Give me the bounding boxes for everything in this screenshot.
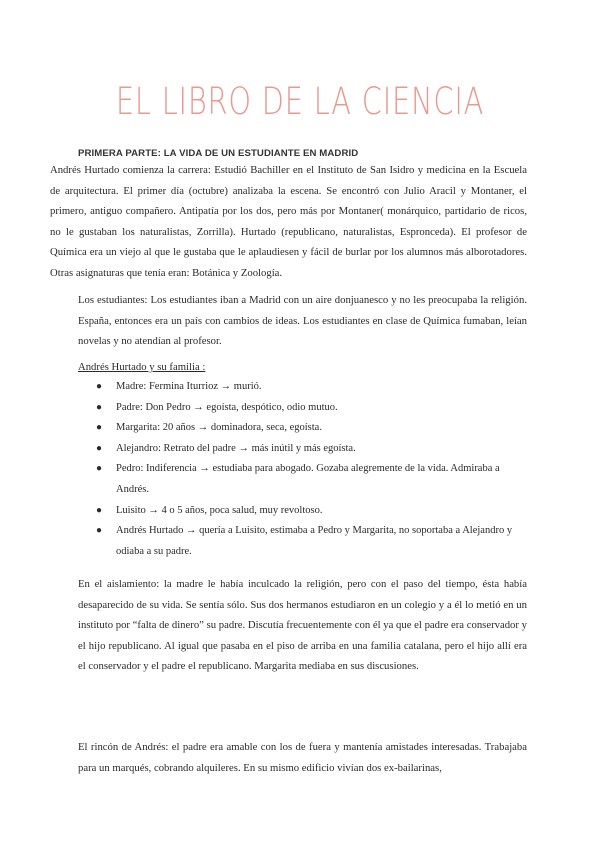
list-item-text: Madre: Fermina Iturrioz → murió.	[116, 381, 262, 392]
list-item	[96, 521, 527, 562]
list-item	[96, 501, 527, 522]
list-item	[96, 439, 527, 460]
bullet-icon: ●	[96, 401, 103, 413]
bullet-icon: ●	[96, 442, 103, 454]
paragraph-aislamiento: En el aislamiento: la madre le había inculcado la religión, pero con el paso del tiempo, ésta había desaparecido de su vida. Se sentía sólo. Sus dos hermanos estudiaron en un colegio y a él lo metió en un instituto por “falta de dinero” su padre. Discutía frecuentemente con él ya que el padre era conservador y el hijo republicano. Al igual que pasaba en el piso de arriba en una familia catalana, pero el hijo allí era el conservador y el padre el republicano. Margarita mediaba en sus discusiones.	[78, 578, 527, 673]
bullet-icon: ●	[96, 463, 103, 475]
list-item	[96, 459, 527, 500]
bullet-icon: ●	[96, 504, 103, 516]
family-list	[96, 377, 527, 562]
list-item-text: Luisito → 4 o 5 años, poca salud, muy revoltoso.	[116, 504, 323, 516]
bullet-icon: ●	[96, 422, 103, 434]
document-title: EL LIBRO DE LA CIENCIA	[115, 80, 485, 123]
list-item-text: Andrés Hurtado → quería a Luisito, estimaba a Pedro y Margarita, no soportaba a Alejandro y odiaba a su padre.	[116, 525, 513, 557]
paragraph-estudiantes: Los estudiantes: Los estudiantes iban a Madrid con un aire donjuanesco y no les preocupaba la religión. España, entonces era un país con cambios de ideas. Los estudiantes en clase de Química fumaban, leían novelas y no atendían al profesor.	[78, 294, 527, 348]
list-item	[96, 418, 527, 439]
section-heading: PRIMERA PARTE: LA VIDA DE UN ESTUDIANTE EN MADRID	[78, 148, 359, 159]
list-item-text: Margarita: 20 años → dominadora, seca, egoísta.	[116, 422, 322, 434]
paragraph-rincon: El rincón de Andrés: el padre era amable con los de fuera y mantenía amistades interesadas. Trabajaba para un marqués, cobrando alquileres. En su mismo edificio vivían dos ex-bailarinas,	[78, 741, 527, 774]
bullet-icon: ●	[96, 381, 103, 392]
list-item-text: Alejandro: Retrato del padre → más inútil y más egoísta.	[116, 442, 356, 454]
list-item-text: Pedro: Indiferencia → estudiaba para abogado. Gozaba alegremente de la vida. Admiraba a Andrés.	[116, 463, 500, 495]
paragraph-carrera: Andrés Hurtado comienza la carrera: Estudió Bachiller en el Instituto de San Isidro y medicina en la Escuela de arquitectura. El primer día (octubre) analizaba la escena. Se encontró con Julio Aracil y Montaner, el primero, antiguo compañero. Antipatía por los dos, pero más por Montaner( monárquico, partidario de ricos, no le gustaban los naturalistas, Zorrilla). Hurtado (republicano, naturalistas, Espronceda). El profesor de Química era un viejo al que le gustaba que le aplaudiesen y fácil de burlar por los alumnos más alborotadores. Otras asignaturas que tenía eran: Botánica y Zoología.	[50, 164, 527, 279]
list-item-text: Padre: Don Pedro → egoísta, despótico, odio mutuo.	[116, 401, 338, 413]
bullet-icon: ●	[96, 525, 103, 537]
list-item	[96, 377, 527, 398]
family-heading: Andrés Hurtado y su familia :	[78, 361, 206, 373]
list-item	[96, 398, 527, 419]
